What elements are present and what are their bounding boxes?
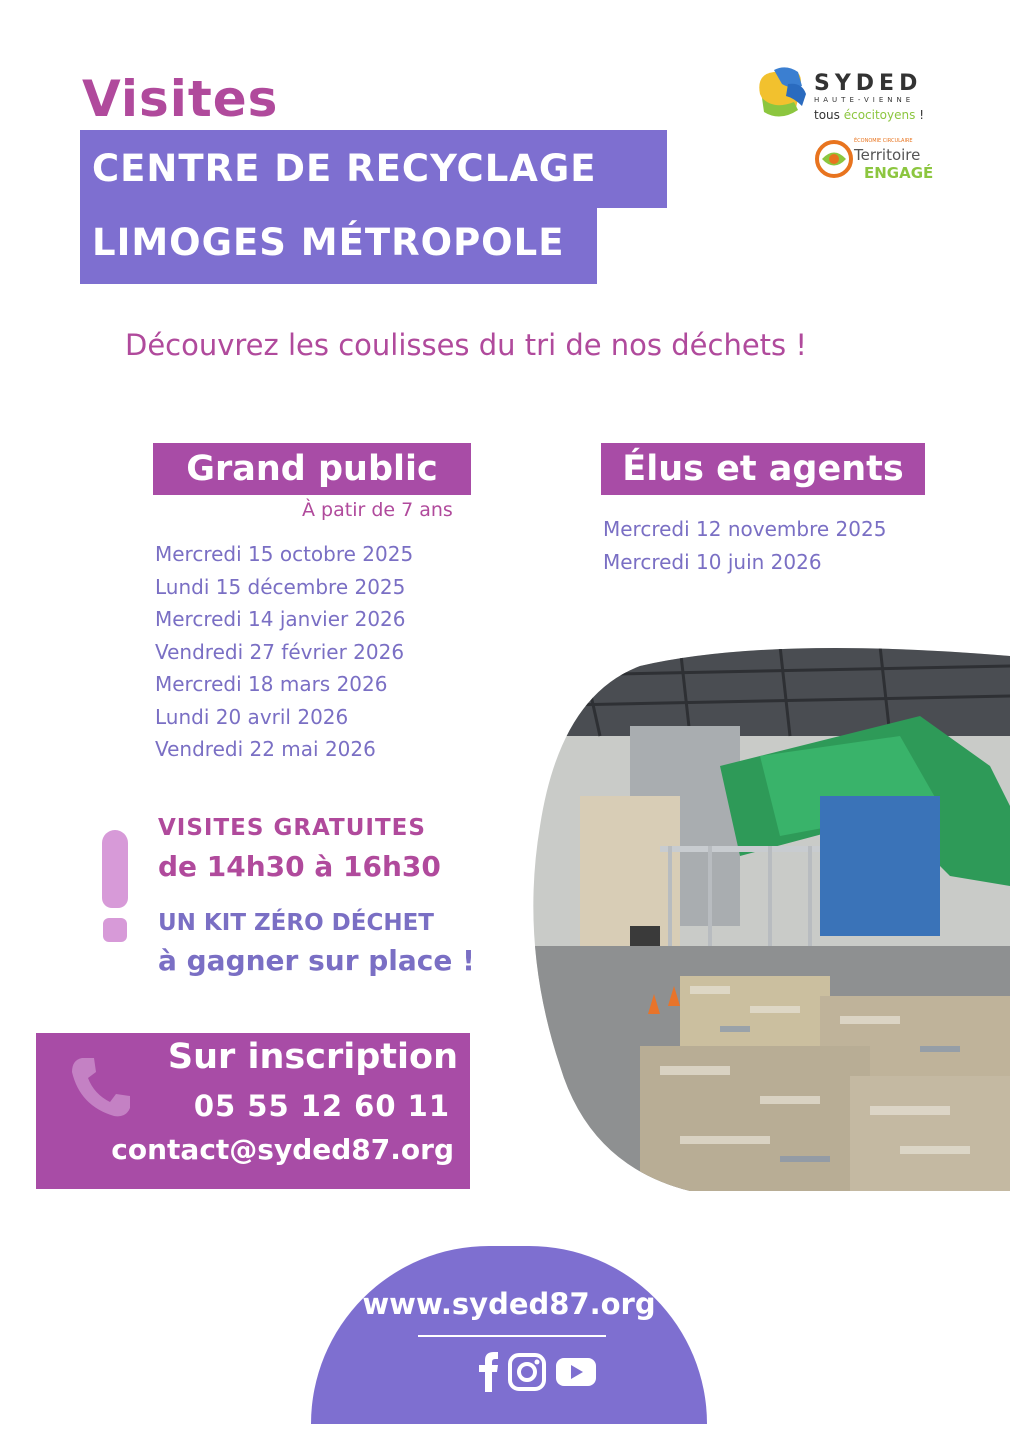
visit-hours: de 14h30 à 16h30 — [158, 850, 441, 883]
recycling-center-photo — [520, 646, 1010, 1191]
facebook-icon[interactable] — [479, 1352, 498, 1392]
date-item: Mercredi 14 janvier 2026 — [155, 607, 406, 631]
date-item: Mercredi 10 juin 2026 — [603, 549, 822, 574]
elus-dates-list — [603, 513, 886, 578]
social-icons — [470, 1350, 600, 1394]
exclamation-dot — [103, 918, 127, 942]
territoire-word: Territoire — [854, 146, 921, 164]
date-item: Mercredi 18 mars 2026 — [155, 672, 388, 696]
registration-title: Sur inscription — [167, 1037, 458, 1077]
website-divider — [418, 1335, 606, 1337]
date-item: Vendredi 22 mai 2026 — [155, 737, 376, 761]
territoire-engage-logo — [812, 134, 944, 184]
tagline: Découvrez les coulisses du tri de nos déchets ! — [125, 328, 807, 362]
date-item: Mercredi 15 octobre 2025 — [155, 542, 414, 566]
syded-name: SYDED — [814, 71, 923, 96]
kit-label: UN KIT ZÉRO DÉCHET — [158, 910, 434, 936]
instagram-icon[interactable] — [510, 1355, 544, 1389]
date-item: Lundi 20 avril 2026 — [155, 704, 349, 729]
syded-logo — [752, 64, 952, 134]
engage-word: ENGAGÉ — [864, 164, 934, 182]
date-item: Lundi 15 décembre 2025 — [155, 574, 406, 599]
date-item: Mercredi 12 novembre 2025 — [603, 517, 887, 541]
syded-slogan: tous écocitoyens ! — [814, 108, 924, 122]
age-note: À patir de 7 ans — [302, 499, 453, 521]
title-band-line1: CENTRE DE RECYCLAGE — [80, 130, 667, 208]
registration-email[interactable]: contact@syded87.org — [111, 1133, 454, 1166]
date-item: Vendredi 27 février 2026 — [155, 639, 405, 664]
syded-logo-mark — [759, 67, 806, 116]
exclamation-icon — [102, 830, 128, 908]
youtube-icon[interactable] — [556, 1358, 596, 1386]
territoire-small: ÉCONOMIE CIRCULAIRE — [854, 138, 913, 144]
public-dates-list — [155, 538, 413, 766]
grand-public-heading: Grand public — [153, 443, 471, 495]
free-visits-label: VISITES GRATUITES — [158, 815, 426, 841]
registration-phone[interactable]: 05 55 12 60 11 — [193, 1089, 450, 1123]
website-link[interactable]: www.syded87.org — [362, 1287, 656, 1321]
title-band-line2: LIMOGES MÉTROPOLE — [80, 208, 597, 284]
territoire-logo-dot — [829, 154, 839, 164]
kit-win-label: à gagner sur place ! — [158, 944, 475, 977]
elus-heading: Élus et agents — [601, 443, 925, 495]
syded-region: HAUTE-VIENNE — [814, 96, 915, 104]
page-title-visites: Visites — [82, 70, 279, 128]
